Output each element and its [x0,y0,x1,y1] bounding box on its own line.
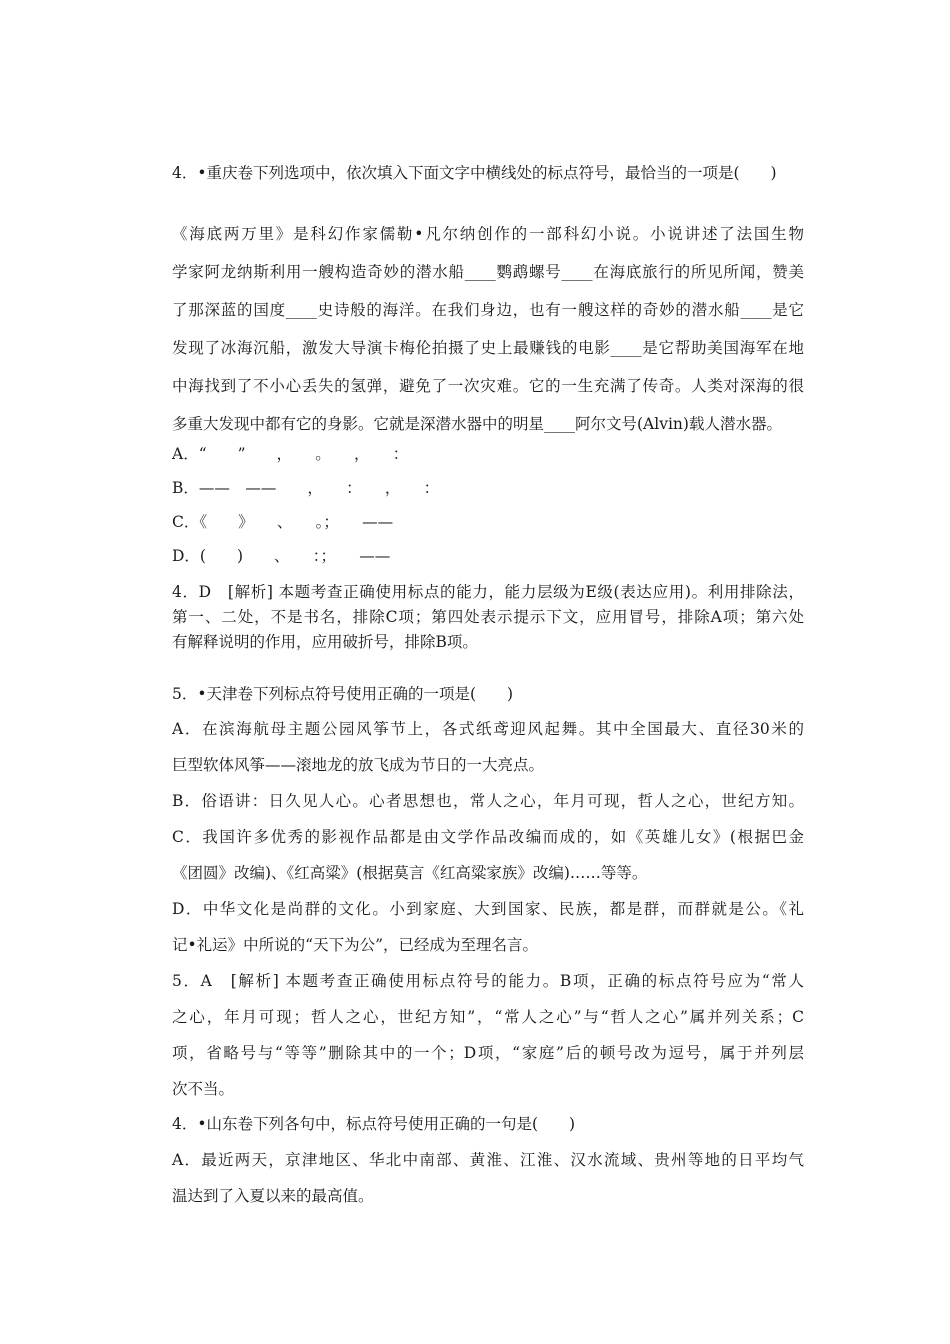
option-a-cont: 温达到了入夏以来的最高值。 [172,1187,374,1205]
option-b: B．—— —— ， ： ， ： [172,479,440,497]
passage-line: 学家阿龙纳斯利用一艘构造奇妙的潜水船____鹦鹉螺号____在海底旅行的所见所闻，赞美 [172,263,804,281]
option-d: D．( ) 、 ：； —— [172,547,391,565]
option-a: A．“ ” ， 。 ， ： [172,445,409,463]
answer-line: 项，省略号与“等等”删除其中的一个；D项，“家庭”后的顿号改为逗号，属于并列层 [172,1044,804,1062]
option-c: C．《 》 、 。； —— [172,513,394,531]
question-stem: 4．•重庆卷下列选项中，依次填入下面文字中横线处的标点符号，最恰当的一项是( ) [172,164,777,182]
passage-line: 《海底两万里》是科幻作家儒勒•凡尔纳创作的一部科幻小说。小说讲述了法国生物 [172,225,804,243]
answer-line: 有解释说明的作用，应用破折号，排除B项。 [172,633,478,651]
answer-line: 4．D [解析] 本题考查正确使用标点的能力，能力层级为E级(表达应用)。利用排除法， [172,583,804,601]
option-d-cont: 记•礼运》中所说的“天下为公”，已经成为至理名言。 [172,936,538,954]
answer-line: 第一、二处，不是书名，排除C项；第四处表示提示下文，应用冒号，排除A项；第六处 [172,608,804,626]
option-a: A．在滨海航母主题公园风筝节上，各式纸鸢迎风起舞。其中全国最大、直径30米的 [172,720,804,738]
option-c: C．我国许多优秀的影视作品都是由文学作品改编而成的，如《英雄儿女》(根据巴金 [172,828,804,846]
passage-line: 多重大发现中都有它的身影。它就是深潜水器中的明星____阿尔文号(Alvin)载人潜水器。 [172,415,782,433]
option-a-cont: 巨型软体风筝——滚地龙的放飞成为节日的一大亮点。 [172,756,545,774]
option-b: B．俗语讲：日久见人心。心者思想也，常人之心，年月可现，哲人之心，世纪方知。 [172,792,804,810]
passage-line: 中海找到了不小心丢失的氢弹，避免了一次灾难。它的一生充满了传奇。人类对深海的很 [172,377,804,395]
option-d: D．中华文化是尚群的文化。小到家庭、大到国家、民族，都是群，而群就是公。《礼 [172,900,804,918]
passage-line: 了那深蓝的国度____史诗般的海洋。在我们身边，也有一艘这样的奇妙的潜水船____是它 [172,301,804,319]
option-c-cont: 《团圆》改编)、《红高粱》(根据莫言《红高粱家族》改编)……等等。 [172,864,648,882]
option-a: A．最近两天，京津地区、华北中南部、黄淮、江淮、汉水流域、贵州等地的日平均气 [172,1151,804,1169]
passage-line: 发现了冰海沉船，激发大导演卡梅伦拍摄了史上最赚钱的电影____是它帮助美国海军在地 [172,339,804,357]
answer-line: 5．A [解析] 本题考查正确使用标点符号的能力。B项，正确的标点符号应为“常人 [172,972,804,990]
answer-line: 次不当。 [172,1080,235,1098]
answer-line: 之心，年月可现；哲人之心，世纪方知”，“常人之心”与“哲人之心”属并列关系；C [172,1008,804,1026]
question-stem: 5．•天津卷下列标点符号使用正确的一项是( ) [172,685,514,703]
question-stem: 4．•山东卷下列各句中，标点符号使用正确的一句是( ) [172,1115,576,1133]
